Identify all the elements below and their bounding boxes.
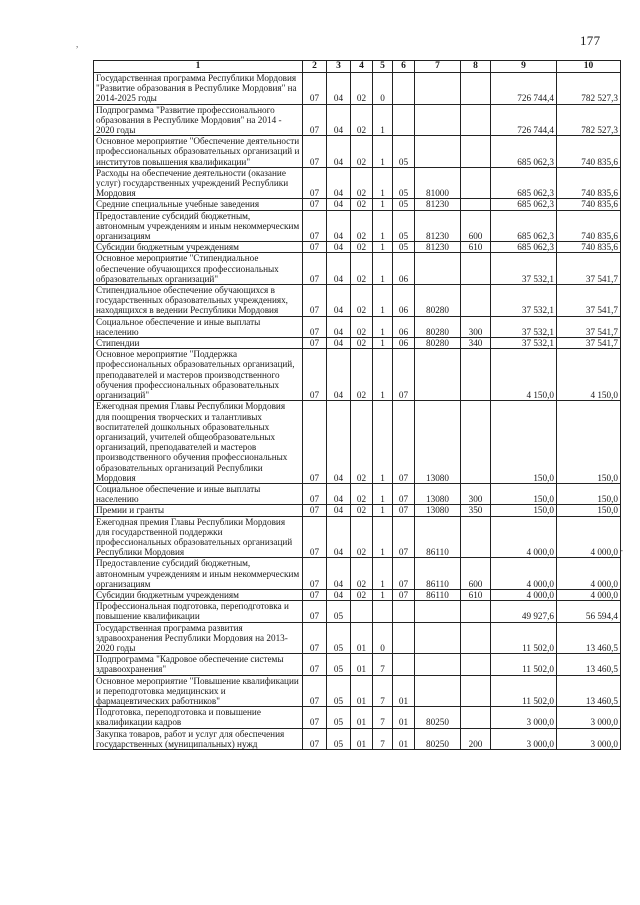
code-2-cell: 07: [303, 483, 327, 504]
amount-2019-cell: 150,0: [491, 505, 557, 516]
code-4-cell: 02: [351, 401, 373, 484]
table-row: [94, 210, 621, 242]
amount-2020-cell: 3 000,0: [557, 728, 621, 749]
code-7-cell: 80280: [415, 338, 461, 349]
code-8-cell: [461, 622, 491, 654]
code-6-cell: 07: [393, 589, 415, 600]
code-8-cell: 200: [461, 728, 491, 749]
amount-2020-cell: 150,0: [557, 401, 621, 484]
code-2-cell: 07: [303, 349, 327, 401]
header-cell: 8: [461, 61, 491, 73]
code-5-cell: 1: [373, 338, 393, 349]
code-8-cell: [461, 401, 491, 484]
code-7-cell: [415, 622, 461, 654]
code-4-cell: 01: [351, 707, 373, 728]
code-3-cell: 04: [327, 285, 351, 317]
code-3-cell: 05: [327, 601, 351, 622]
table-row: [94, 516, 621, 558]
amount-2019-cell: 11 502,0: [491, 622, 557, 654]
code-8-cell: [461, 167, 491, 199]
amount-2019-cell: 11 502,0: [491, 654, 557, 675]
amount-2020-cell: 56 594,4: [557, 601, 621, 622]
code-7-cell: [415, 253, 461, 285]
code-8-cell: [461, 675, 491, 707]
amount-2019-cell: 49 927,6: [491, 601, 557, 622]
row-name-cell: Подпрограмма "Развитие профессионального образования в Республике Мордовия" на 2014 - 2020 годы: [94, 104, 303, 136]
row-name-cell: Ежегодная премия Главы Республики Мордовия для государственной поддержки профессиональных образовательных организаций Республики Мордовия: [94, 516, 303, 558]
code-5-cell: 1: [373, 401, 393, 484]
amount-2020-cell: 13 460,5: [557, 622, 621, 654]
row-name-cell: Субсидии бюджетным учреждениям: [94, 242, 303, 253]
code-5-cell: 7: [373, 675, 393, 707]
code-6-cell: 07: [393, 349, 415, 401]
code-8-cell: 340: [461, 338, 491, 349]
code-5-cell: 1: [373, 483, 393, 504]
row-name-cell: Премии и гранты: [94, 505, 303, 516]
code-2-cell: 07: [303, 601, 327, 622]
amount-2020-cell: 4 150,0: [557, 349, 621, 401]
row-name-cell: Стипендиальное обеспечение обучающихся в государственных образовательных учреждениях, находящихся в ведении Республики Мордовия: [94, 285, 303, 317]
code-7-cell: 80250: [415, 707, 461, 728]
header-cell: 9: [491, 61, 557, 73]
table-row: [94, 253, 621, 285]
code-2-cell: 07: [303, 253, 327, 285]
code-6-cell: 01: [393, 707, 415, 728]
code-3-cell: 04: [327, 136, 351, 168]
row-name-cell: Предоставление субсидий бюджетным, автономным учреждениям и иным некоммерческим организациям: [94, 210, 303, 242]
code-5-cell: 1: [373, 253, 393, 285]
amount-2020-cell: 4 000,0: [557, 558, 621, 590]
code-2-cell: 07: [303, 654, 327, 675]
amount-2019-cell: 726 744,4: [491, 73, 557, 105]
code-3-cell: 04: [327, 73, 351, 105]
code-5-cell: 1: [373, 104, 393, 136]
amount-2019-cell: 685 062,3: [491, 167, 557, 199]
table-row: [94, 73, 621, 105]
code-3-cell: 04: [327, 338, 351, 349]
table-row: [94, 242, 621, 253]
code-5-cell: [373, 601, 393, 622]
row-name-cell: Стипендии: [94, 338, 303, 349]
budget-table: [93, 60, 621, 750]
table-row: [94, 589, 621, 600]
code-2-cell: 07: [303, 199, 327, 210]
code-8-cell: [461, 601, 491, 622]
table-row: [94, 707, 621, 728]
code-4-cell: 02: [351, 349, 373, 401]
code-2-cell: 07: [303, 516, 327, 558]
amount-2020-cell: 4 000,0: [557, 589, 621, 600]
code-5-cell: 1: [373, 285, 393, 317]
code-4-cell: 01: [351, 675, 373, 707]
code-3-cell: 05: [327, 728, 351, 749]
amount-2020-cell: 13 460,5: [557, 654, 621, 675]
code-6-cell: [393, 654, 415, 675]
amount-2020-cell: 740 835,6: [557, 210, 621, 242]
amount-2020-cell: 740 835,6: [557, 136, 621, 168]
table-body: [94, 73, 621, 750]
table-row: [94, 728, 621, 749]
code-8-cell: 300: [461, 316, 491, 337]
header-cell: 7: [415, 61, 461, 73]
header-cell: 6: [393, 61, 415, 73]
code-3-cell: 04: [327, 242, 351, 253]
code-3-cell: 04: [327, 401, 351, 484]
row-name-cell: Основное мероприятие "Обеспечение деятельности профессиональных образовательных организаций и институтов повышения квалификации": [94, 136, 303, 168]
amount-2020-cell: 740 835,6: [557, 242, 621, 253]
code-8-cell: [461, 73, 491, 105]
header-cell: 10: [557, 61, 621, 73]
code-7-cell: [415, 73, 461, 105]
code-6-cell: [393, 104, 415, 136]
table-row: [94, 654, 621, 675]
table-row: [94, 483, 621, 504]
code-3-cell: 04: [327, 210, 351, 242]
code-4-cell: 02: [351, 104, 373, 136]
code-7-cell: [415, 675, 461, 707]
code-5-cell: 1: [373, 516, 393, 558]
table-row: [94, 338, 621, 349]
amount-2019-cell: 37 532,1: [491, 316, 557, 337]
code-6-cell: 05: [393, 242, 415, 253]
code-5-cell: 1: [373, 558, 393, 590]
code-3-cell: 04: [327, 349, 351, 401]
code-6-cell: 07: [393, 558, 415, 590]
code-7-cell: 86110: [415, 516, 461, 558]
table-row: [94, 401, 621, 484]
code-3-cell: 04: [327, 316, 351, 337]
code-6-cell: 05: [393, 210, 415, 242]
amount-2019-cell: 150,0: [491, 401, 557, 484]
row-name-cell: Подпрограмма "Кадровое обеспечение системы здравоохранения": [94, 654, 303, 675]
table-row: [94, 505, 621, 516]
code-6-cell: 07: [393, 401, 415, 484]
scan-mark: -: [620, 545, 623, 555]
table-row: [94, 199, 621, 210]
code-3-cell: 05: [327, 675, 351, 707]
table-row: [94, 104, 621, 136]
table-row: [94, 558, 621, 590]
code-6-cell: 06: [393, 338, 415, 349]
code-3-cell: 04: [327, 167, 351, 199]
amount-2019-cell: 4 000,0: [491, 589, 557, 600]
code-2-cell: 07: [303, 210, 327, 242]
code-2-cell: 07: [303, 285, 327, 317]
amount-2019-cell: 37 532,1: [491, 285, 557, 317]
code-7-cell: [415, 654, 461, 675]
amount-2019-cell: 3 000,0: [491, 707, 557, 728]
code-4-cell: 01: [351, 622, 373, 654]
code-8-cell: [461, 285, 491, 317]
amount-2019-cell: 4 000,0: [491, 516, 557, 558]
code-4-cell: 02: [351, 167, 373, 199]
code-5-cell: 1: [373, 589, 393, 600]
code-4-cell: 01: [351, 728, 373, 749]
code-4-cell: [351, 601, 373, 622]
header-cell: 2: [303, 61, 327, 73]
code-3-cell: 04: [327, 483, 351, 504]
row-name-cell: Социальное обеспечение и иные выплаты населению: [94, 483, 303, 504]
code-7-cell: 81000: [415, 167, 461, 199]
code-2-cell: 07: [303, 558, 327, 590]
code-2-cell: 07: [303, 167, 327, 199]
code-7-cell: 80280: [415, 316, 461, 337]
header-cell: 4: [351, 61, 373, 73]
code-4-cell: 02: [351, 73, 373, 105]
row-name-cell: Ежегодная премия Главы Республики Мордовия для поощрения творческих и талантливых воспитателей дошкольных образовательных организаций, учителей общеобразовательных организаций, преподавателей и мастеров производственного обучения профессиональных образовательных организаций Республики Мордовия: [94, 401, 303, 484]
code-5-cell: 1: [373, 316, 393, 337]
code-5-cell: 7: [373, 728, 393, 749]
amount-2019-cell: 685 062,3: [491, 242, 557, 253]
code-6-cell: 07: [393, 483, 415, 504]
table-row: [94, 285, 621, 317]
code-3-cell: 05: [327, 654, 351, 675]
code-8-cell: [461, 199, 491, 210]
code-3-cell: 04: [327, 589, 351, 600]
code-4-cell: 02: [351, 199, 373, 210]
code-2-cell: 07: [303, 505, 327, 516]
code-4-cell: 02: [351, 505, 373, 516]
amount-2020-cell: 3 000,0: [557, 707, 621, 728]
amount-2020-cell: 740 835,6: [557, 167, 621, 199]
code-8-cell: 600: [461, 210, 491, 242]
code-4-cell: 01: [351, 654, 373, 675]
amount-2020-cell: 782 527,3: [557, 73, 621, 105]
code-8-cell: [461, 654, 491, 675]
code-2-cell: 07: [303, 622, 327, 654]
code-4-cell: 02: [351, 558, 373, 590]
code-5-cell: 7: [373, 707, 393, 728]
row-name-cell: Расходы на обеспечение деятельности (оказание услуг) государственных учреждений Республики Мордовия: [94, 167, 303, 199]
code-5-cell: 1: [373, 210, 393, 242]
amount-2019-cell: 3 000,0: [491, 728, 557, 749]
amount-2020-cell: 13 460,5: [557, 675, 621, 707]
code-2-cell: 07: [303, 401, 327, 484]
amount-2020-cell: 4 000,0: [557, 516, 621, 558]
code-2-cell: 07: [303, 338, 327, 349]
code-4-cell: 02: [351, 242, 373, 253]
code-4-cell: 02: [351, 483, 373, 504]
code-4-cell: 02: [351, 253, 373, 285]
row-name-cell: Основное мероприятие "Повышение квалификации и переподготовка медицинских и фармацевтических работников": [94, 675, 303, 707]
code-7-cell: [415, 601, 461, 622]
row-name-cell: Социальное обеспечение и иные выплаты населению: [94, 316, 303, 337]
code-8-cell: 350: [461, 505, 491, 516]
code-7-cell: 81230: [415, 242, 461, 253]
code-5-cell: 1: [373, 349, 393, 401]
amount-2019-cell: 37 532,1: [491, 338, 557, 349]
scan-mark: ,: [76, 39, 79, 49]
code-2-cell: 07: [303, 104, 327, 136]
code-6-cell: 06: [393, 285, 415, 317]
code-4-cell: 02: [351, 316, 373, 337]
code-6-cell: 01: [393, 728, 415, 749]
code-2-cell: 07: [303, 728, 327, 749]
code-7-cell: [415, 104, 461, 136]
code-7-cell: 13080: [415, 483, 461, 504]
table-row: [94, 622, 621, 654]
row-name-cell: Основное мероприятие "Поддержка профессиональных образовательных организаций, преподавателей и мастеров производственного обучения профессиональных образовательных организаций": [94, 349, 303, 401]
row-name-cell: Закупка товаров, работ и услуг для обеспечения государственных (муниципальных) нужд: [94, 728, 303, 749]
code-6-cell: 06: [393, 316, 415, 337]
amount-2019-cell: 37 532,1: [491, 253, 557, 285]
row-name-cell: Подготовка, переподготовка и повышение квалификации кадров: [94, 707, 303, 728]
header-cell: 1: [94, 61, 303, 73]
table-row: [94, 349, 621, 401]
code-7-cell: 86110: [415, 589, 461, 600]
code-8-cell: [461, 136, 491, 168]
amount-2020-cell: 782 527,3: [557, 104, 621, 136]
amount-2019-cell: 685 062,3: [491, 210, 557, 242]
code-5-cell: 1: [373, 136, 393, 168]
code-8-cell: [461, 253, 491, 285]
code-7-cell: [415, 349, 461, 401]
code-3-cell: 05: [327, 707, 351, 728]
code-8-cell: 300: [461, 483, 491, 504]
code-7-cell: 13080: [415, 401, 461, 484]
code-2-cell: 07: [303, 242, 327, 253]
row-name-cell: Государственная программа Республики Мордовия "Развитие образования в Республике Мордовия" на 2014-2025 годы: [94, 73, 303, 105]
table-row: [94, 167, 621, 199]
code-2-cell: 07: [303, 316, 327, 337]
amount-2020-cell: 150,0: [557, 483, 621, 504]
code-6-cell: [393, 601, 415, 622]
amount-2020-cell: 740 835,6: [557, 199, 621, 210]
code-4-cell: 02: [351, 589, 373, 600]
code-8-cell: [461, 516, 491, 558]
code-7-cell: [415, 136, 461, 168]
amount-2020-cell: 37 541,7: [557, 316, 621, 337]
code-7-cell: 86110: [415, 558, 461, 590]
code-3-cell: 04: [327, 253, 351, 285]
amount-2020-cell: 37 541,7: [557, 338, 621, 349]
amount-2019-cell: 11 502,0: [491, 675, 557, 707]
header-cell: 3: [327, 61, 351, 73]
code-6-cell: 05: [393, 136, 415, 168]
code-6-cell: 01: [393, 675, 415, 707]
code-6-cell: [393, 73, 415, 105]
table-row: [94, 316, 621, 337]
code-8-cell: [461, 349, 491, 401]
code-3-cell: 04: [327, 505, 351, 516]
row-name-cell: Предоставление субсидий бюджетным, автономным учреждениям и иным некоммерческим организациям: [94, 558, 303, 590]
amount-2019-cell: 685 062,3: [491, 199, 557, 210]
code-6-cell: [393, 622, 415, 654]
code-4-cell: 02: [351, 516, 373, 558]
code-6-cell: 05: [393, 199, 415, 210]
code-8-cell: 610: [461, 242, 491, 253]
code-6-cell: 07: [393, 516, 415, 558]
code-4-cell: 02: [351, 285, 373, 317]
code-2-cell: 07: [303, 707, 327, 728]
code-3-cell: 05: [327, 622, 351, 654]
code-5-cell: 1: [373, 505, 393, 516]
code-5-cell: 0: [373, 73, 393, 105]
row-name-cell: Государственная программа развития здравоохранения Республики Мордовия на 2013-2020 годы: [94, 622, 303, 654]
amount-2019-cell: 150,0: [491, 483, 557, 504]
amount-2020-cell: 37 541,7: [557, 253, 621, 285]
code-8-cell: [461, 707, 491, 728]
code-7-cell: 13080: [415, 505, 461, 516]
code-5-cell: 1: [373, 199, 393, 210]
amount-2020-cell: 37 541,7: [557, 285, 621, 317]
code-5-cell: 7: [373, 654, 393, 675]
page-number: 177: [580, 33, 601, 48]
code-4-cell: 02: [351, 338, 373, 349]
amount-2020-cell: 150,0: [557, 505, 621, 516]
code-8-cell: 610: [461, 589, 491, 600]
code-4-cell: 02: [351, 210, 373, 242]
amount-2019-cell: 685 062,3: [491, 136, 557, 168]
code-7-cell: 81230: [415, 210, 461, 242]
code-5-cell: 0: [373, 622, 393, 654]
code-7-cell: 81230: [415, 199, 461, 210]
code-5-cell: 1: [373, 167, 393, 199]
amount-2019-cell: 4 150,0: [491, 349, 557, 401]
table-header-row: [94, 61, 621, 73]
code-8-cell: [461, 104, 491, 136]
code-4-cell: 02: [351, 136, 373, 168]
code-3-cell: 04: [327, 104, 351, 136]
code-3-cell: 04: [327, 516, 351, 558]
code-7-cell: 80280: [415, 285, 461, 317]
code-2-cell: 07: [303, 589, 327, 600]
code-6-cell: 05: [393, 167, 415, 199]
code-3-cell: 04: [327, 558, 351, 590]
code-6-cell: 06: [393, 253, 415, 285]
code-2-cell: 07: [303, 73, 327, 105]
code-2-cell: 07: [303, 136, 327, 168]
table-row: [94, 136, 621, 168]
code-3-cell: 04: [327, 199, 351, 210]
code-2-cell: 07: [303, 675, 327, 707]
row-name-cell: Профессиональная подготовка, переподготовка и повышение квалификации: [94, 601, 303, 622]
amount-2019-cell: 726 744,4: [491, 104, 557, 136]
row-name-cell: Основное мероприятие "Стипендиальное обеспечение обучающихся профессиональных образовательных организаций": [94, 253, 303, 285]
row-name-cell: Средние специальные учебные заведения: [94, 199, 303, 210]
row-name-cell: Субсидии бюджетным учреждениям: [94, 589, 303, 600]
amount-2019-cell: 4 000,0: [491, 558, 557, 590]
code-8-cell: 600: [461, 558, 491, 590]
table-row: [94, 675, 621, 707]
header-cell: 5: [373, 61, 393, 73]
table-row: [94, 601, 621, 622]
code-6-cell: 07: [393, 505, 415, 516]
code-7-cell: 80250: [415, 728, 461, 749]
code-5-cell: 1: [373, 242, 393, 253]
